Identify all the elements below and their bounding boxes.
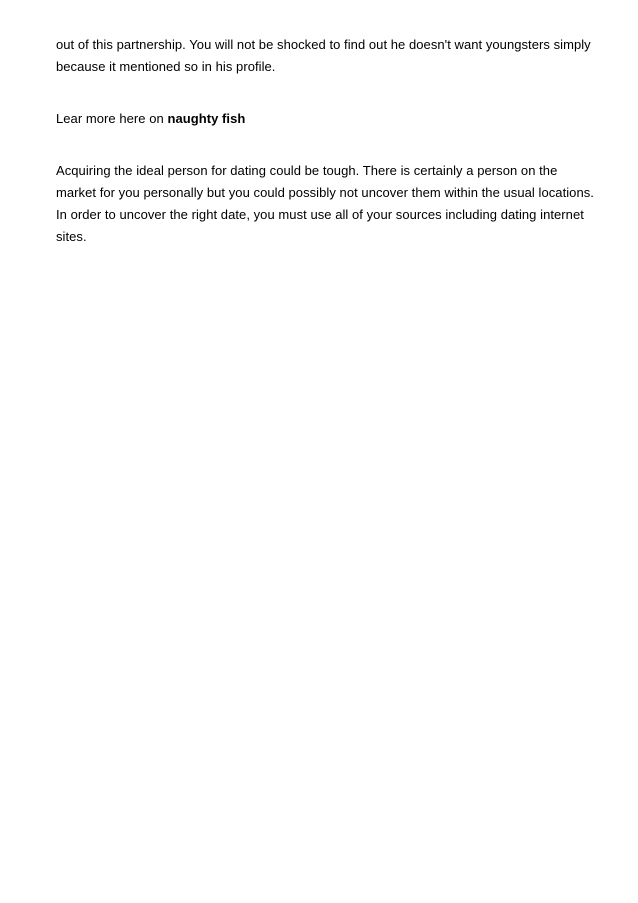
text-line: because it mentioned so in his profile. <box>56 59 276 74</box>
learn-more-prefix: Lear more here on <box>56 111 168 126</box>
paragraph-ideal-person <box>56 160 596 248</box>
naughty-fish-link[interactable]: naughty fish <box>167 111 246 126</box>
text-line: sites. <box>56 229 87 244</box>
text-line: Acquiring the ideal person for dating could be tough. There is certainly a person on the <box>56 163 558 178</box>
paragraph-learn-more <box>56 108 596 130</box>
paragraph-partnership <box>56 34 596 78</box>
text-line: In order to uncover the right date, you must use all of your sources including dating internet <box>56 207 584 222</box>
text-line <box>56 108 596 130</box>
text-line: market for you personally but you could possibly not uncover them within the usual locations. <box>56 185 594 200</box>
text-line: out of this partnership. You will not be shocked to find out he doesn't want youngsters simply <box>56 37 591 52</box>
